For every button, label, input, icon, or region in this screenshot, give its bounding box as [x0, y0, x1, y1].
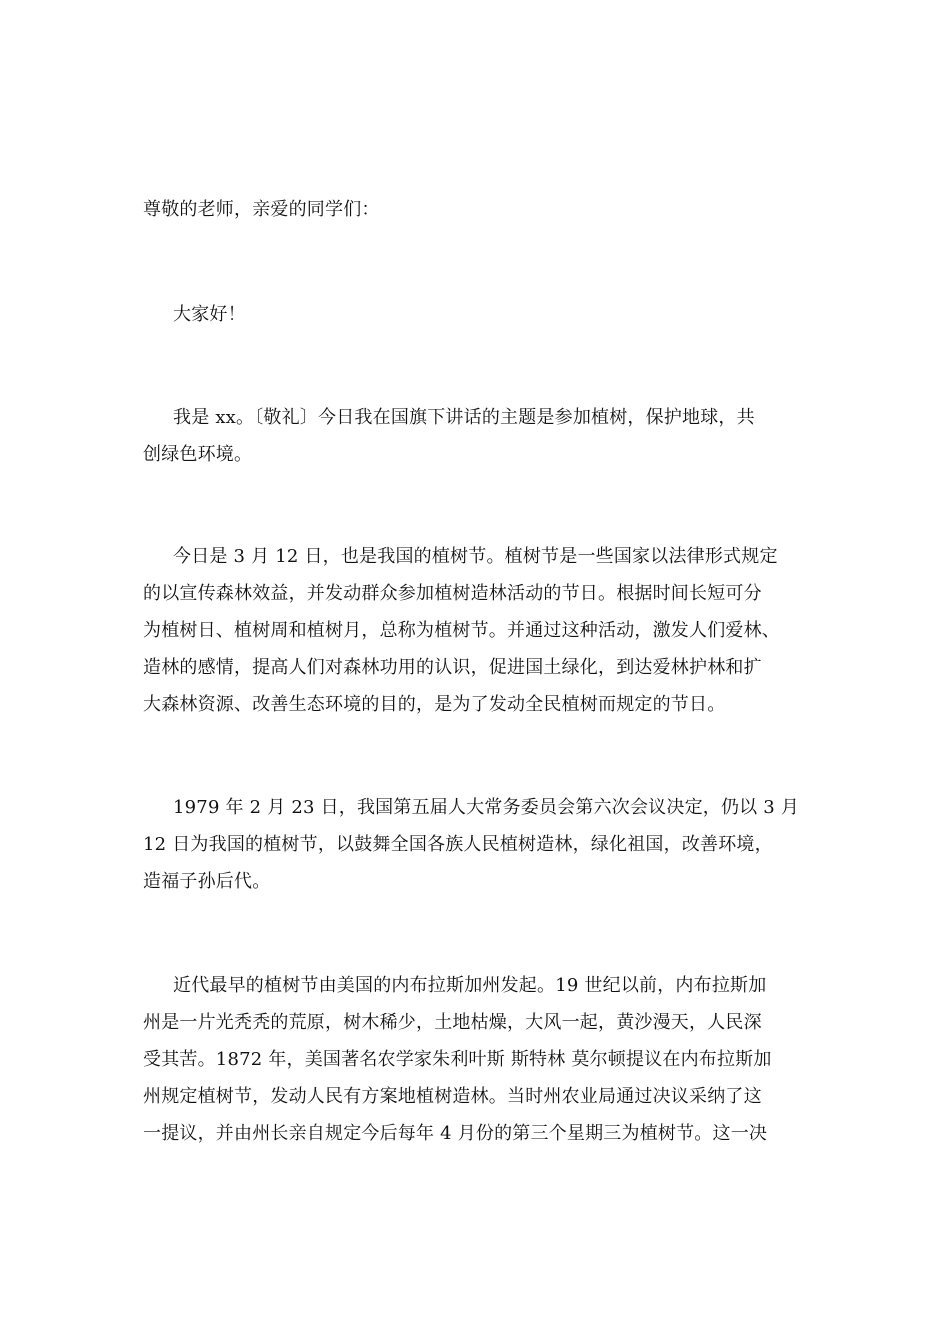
paragraph-2-line-1: 今日是 3 月 12 日，也是我国的植树节。植树节是一些国家以法律形式规定	[173, 546, 778, 567]
paragraph-4-line-4: 州规定植树节，发动人民有方案地植树造林。当时州农业局通过决议采纳了这	[143, 1086, 762, 1107]
paragraph-4-line-5: 一提议，并由州长亲自规定今后每年 4 月份的第三个星期三为植树节。这一决	[143, 1123, 768, 1144]
paragraph-2-line-4: 造林的感情，提高人们对森林功用的认识，促进国土绿化，到达爱林护林和扩	[143, 657, 762, 678]
paragraph-2-line-5: 大森林资源、改善生态环境的目的，是为了发动全民植树而规定的节日。	[143, 694, 726, 715]
salutation: 尊敬的老师，亲爱的同学们：	[143, 199, 380, 220]
paragraph-3-line-2: 12 日为我国的植树节，以鼓舞全国各族人民植树造林，绿化祖国，改善环境，	[143, 834, 773, 855]
greeting: 大家好！	[173, 304, 246, 325]
paragraph-2-line-2: 的以宣传森林效益，并发动群众参加植树造林活动的节日。根据时间长短可分	[143, 583, 762, 604]
paragraph-4-line-1: 近代最早的植树节由美国的内布拉斯加州发起。19 世纪以前，内布拉斯加	[173, 975, 767, 996]
paragraph-1-line-1: 我是 xx。〔敬礼〕今日我在国旗下讲话的主题是参加植树，保护地球，共	[173, 407, 755, 428]
paragraph-3-line-3: 造福子孙后代。	[143, 871, 271, 892]
paragraph-4-line-3: 受其苦。1872 年，美国著名农学家朱利叶斯 斯特林 莫尔顿提议在内布拉斯加	[143, 1049, 772, 1070]
paragraph-4-line-2: 州是一片光秃秃的荒原，树木稀少，土地枯燥，大风一起，黄沙漫天，人民深	[143, 1012, 762, 1033]
paragraph-3-line-1: 1979 年 2 月 23 日，我国第五届人大常务委员会第六次会议决定，仍以 3 月	[173, 797, 800, 818]
paragraph-2-line-3: 为植树日、植树周和植树月，总称为植树节。并通过这种活动，激发人们爱林、	[143, 620, 780, 641]
paragraph-1-line-2: 创绿色环境。	[143, 444, 253, 465]
